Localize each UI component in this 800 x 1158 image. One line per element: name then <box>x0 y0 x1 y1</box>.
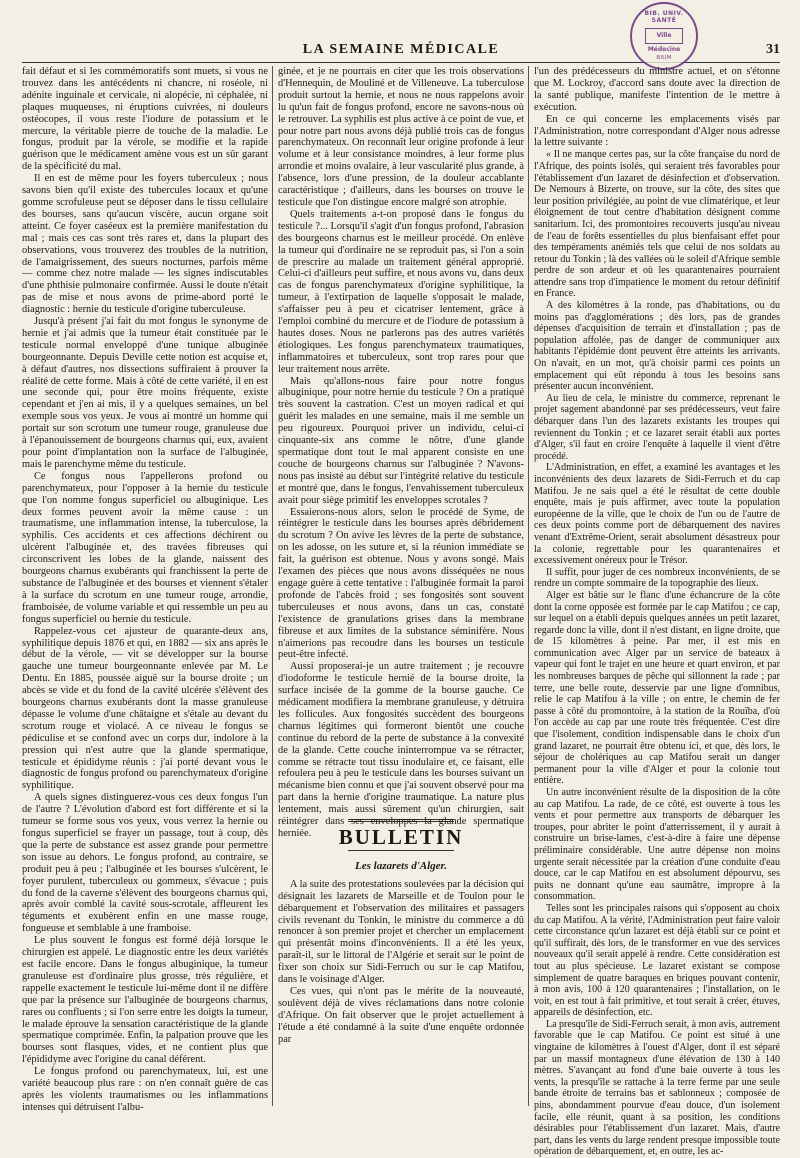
paragraph: L'Administration, en effet, a examiné les avantages et les inconvénients des deux lazarets de Sidi-Ferruch et du cap Matifou. Je ne sais quel a été le résultat de cette double enquête, mais je puis affirmer, avec toute la population européenne de la ville, que le choix de l'un ou de l'autre de ces deux points comme port de débarquement des navires venant d'Extrême-Orient, serait absolument désastreux pour la colonie, regrettable pour les quarantenaires et excessivement onéreux pour le Trésor. <box>534 462 780 567</box>
text-column-1 <box>22 66 268 1113</box>
paragraph: Aussi proposerai-je un autre traitement ; je recouvre d'iodoforme le testicule hernié de la bourse droite, la surface incisée de la gomme de la bourse gauche. Ce médicament modifiera la membrane granuleuse, y détruira les follicules. Aux fongosités succèdent des bourgeons charnus légitimes qui formeront bientôt une couche continue du rebord de la perte de substance à la convexité de la glande. Cette couche ininterrompue va se rétracter, comme se rétracte tout tissu inodulaire et, ce faisant, elle refoulera peu à peu le testicule dans les bourses suivant un mécanisme bien connu et que j'ai souvent observé pour ma part dans la hernie d'origine traumatique. La nature plus lentement, mais aussi sûrement qu'un chirurgien, sait réintégrer dans ses enveloppes la glande spermatique herniée. <box>278 661 524 839</box>
paragraph: fait défaut et si les commémoratifs sont muets, si vous ne trouvez dans les antécédents ni chancre, ni roséole, ni adénite inguinale et cervicale, ni alopécie, ni céphalée, ni plaques muqueuses, ni éruptions cuivrées, ni douleurs ostéocopes, il vous reste l'iodure de potassium et le mercure, la véritable pierre de touche de la maladie. Le fongus, produit par la vérole, se modifie et la rapide guérison que le médicament amène vous est un sûr garant de la spécificité du mal. <box>22 66 268 173</box>
paragraph: Ce fongus nous l'appellerons profond ou parenchymateux, pour l'opposer à la hernie du testicule que l'on nomme fongus superficiel ou albuginique. Les deux formes peuvent avoir la même cause : un traumatisme, une inflammation intense, la tuberculose, la syphilis. Ces accidents et ces affections déchirent ou ulcèrent l'albuginée et, des travées fibreuses qui circonscrivent les lobes de la glande, naissent des bourgeons charnus exubérants qui franchissent la perte de substance de l'albuginée et des bourses et viennent s'étaler à la surface du scrotum en une tumeur rouge, arrondie, framboisée, de volume variable et qui ressemble un peu au fongus superficiel ou hernie du testicule. <box>22 470 268 625</box>
paragraph: Essaierons-nous alors, selon le procédé de Syme, de réintégrer le testicule dans les bourses après débridement du scrotum ? On avive les lèvres de la perte de substance, on les adosse, on les suture et, si la réunion immédiate se fait, la guérison est obtenue. Nous y avons songé. Mais l'examen des pièces que nous avons disséquées ne nous engage guère à cette tentative : l'albuginée formait la paroi profonde de l'abcès froid ; ses fongosités sont souvent tuberculeuses et nous avons, dans un cas, constaté l'existence de granulations grises dans la membrane fibreuse et aux limites de la substance séminifère. Nous n'aimerions pas recoudre dans les bourses un testicule peut-être infecté. <box>278 506 524 661</box>
paragraph: Telles sont les principales raisons qui s'opposent au choix du cap Matifou. A la vérité, l'Administration peut faire valoir cette circonstance qu'un lazaret est déjà établi sur ce point et qu'il suffirait, dès lors, de le transformer en vue des services nouveaux qu'il serait appelé à rendre. Cette considération est tout au plus spécieuse. Le lazaret existant se compose simplement de quatre baraques en briques pouvant contenir, à mon avis, 100 à 120 quarantenaires ; l'installation, on le voit, en est tout à fait primitive, et tout serait à créer, étuves, appareils de désinfection, etc. <box>534 902 780 1019</box>
paragraph: Rappelez-vous cet ajusteur de quarante-deux ans, syphilitique depuis 1876 et qui, en 1882 — six ans après le début de la vérole, — vit se développer sur la bourse gauche une tumeur bourgeonnante enlevée par M. Le Dentu. En 1885, poussée aiguë sur la bourse droite ; un abcès se vide et du fond de la cavité ulcérée s'élèvent des bourgeons charnus exubérants dont la masse granuleuse dépasse le volume d'une châtaigne et s'étale au devant du scrotum rouge et violacé. A ce niveau le fongus se pédiculise et se confond avec un corps dur, indolore à la pression qui n'est autre que la glande spermatique, testicule et épididyme réunis : j'ai porté devant vous le diagnostic de fongus profond ou parenchymateux d'origine syphilitique. <box>22 625 268 792</box>
paragraph: En ce qui concerne les emplacements visés par l'Administration, notre correspondant d'Alger nous adresse la lettre suivante : <box>534 113 780 149</box>
paragraph: A quels signes distinguerez-vous ces deux fongus l'un de l'autre ? L'évolution d'abord est fort différente et si la tumeur se forme sous vos yeux, vous verrez la hernie ou fongus superficiel se frayer un passage, tout à coup, dès que la perte de substance est assez grande pour permettre son issue au dehors. Le fongus profond, au contraire, se produit peu à peu ; l'albuginée et les bourses s'ulcèrent, le foyer purulent, tuberculeux ou gommeux, s'évacue ; puis du fond de la caverne s'élèvent des bourgeons charnus qui, après avoir comblé la cavité sous-scrotale, affleurent les téguments et exubèrent enfin en une masse rouge, fongueuse et semblable à une framboise. <box>22 792 268 935</box>
paragraph: La presqu'île de Sidi-Ferruch serait, à mon avis, autrement favorable que le cap Matifou. Ce point est situé à une vingtaine de kilomètres à l'ouest d'Alger, dont il est séparé par un massif montagneux d'une élévation de 130 à 140 mètres. S'avançant au fond d'une baie ouverte à tous les vents, la presqu'île se rattache à la terre ferme par une seule bande étroite de terrains bas et sablonneux ; composée de pins, abondamment pourvue d'eau douce, d'un isolement facile, elle réunit, quant à sa position, les conditions désirables pour l'établissement d'un lazaret. Mais, d'autre part, dans les vents du large rendent presque impossible toute opération de débarquement, et, en outre, les ac- <box>534 1018 780 1158</box>
stamp-inner: Ville Médecine <box>645 28 683 44</box>
paragraph: Un autre inconvénient résulte de la disposition de la côte au cap Matifou. La rade, de ce côté, est ouverte à tous les vents et pour permettre aux transports de débarquer les troupes, pour abriter le point d'atterrissement, il y aurait à construire un brise-lames, c'est-à-dire à faire une dépense préliminaire considérable. Une autre dépense non moins urgente serait nécessitée par la création d'une conduite d'eau douce, car le cap Matifou en est absolument dépourvu, ses puits ne donnant qu'une eau saumâtre, impropre à la consommation. <box>534 787 780 903</box>
bulletin-subtitle: Les lazarets d'Alger. <box>355 859 447 872</box>
paragraph: l'un des prédécesseurs du ministre actuel, et on s'étonne que M. Lockroy, d'accord sans doute avec la direction de la santé publique, manifeste l'intention de le mettre à exécution. <box>534 66 780 113</box>
bulletin-section <box>278 819 524 1046</box>
paragraph: ginée, et je ne pourrais en citer que les trois observations d'Hennequin, de Mouliné et de Villeneuve. La tuberculose produit surtout la hernie, et nous ne nous rappelons avoir lu qu'un fait de fongus profond, encore ne savons-nous où le retrouver. La syphilis est plus active à ce point de vue, et pour notre part nous avons déjà publié trois cas de fongus parenchymateux. On reconnaît leur origine profonde à leur volume et à leur consistance moindres, à leur forme plus arrondie et moins ovalaire, à leur vascularité plus grande, à l'absence, lors d'une pression, de la douleur accablante caractéristique ; d'ailleurs, dans les bourses on trouve le testicule que l'on distingue encore malgré son atrophie. <box>278 66 524 208</box>
library-stamp <box>630 2 698 70</box>
paragraph: Au lieu de cela, le ministre du commerce, reprenant le projet sagement abandonné par ses prédécesseurs, veut faire débarquer dans l'un des lazarets existants les troupes qui reviennent du Tonkin ; et ce lazaret serait établi aux portes d'Alger, s'il faut en croire l'enquête à laquelle il vient d'être procédé. <box>534 392 780 462</box>
page-number: 31 <box>766 42 780 57</box>
paragraph: Le plus souvent le fongus est formé déjà lorsque le chirurgien est appelé. Le diagnostic entre les deux variétés est facile encore. Dans le fongus albuginique, la tumeur granuleuse est d'ordinaire plus grosse, très régulière, et rappelle exactement le testicule lui-même dont il ne diffère que par la présence sur l'albuginée de bourgeons charnus, rares ou confluents ; si l'on serre entre les doigts la tumeur, le malade éprouve la sensation caractéristique de la glande spermatique comprimée. Enfin, la palpation prouve que les bourses sont flasques, vides, et ne contient plus que l'épididyme avec l'origine du canal déférent. <box>22 935 268 1066</box>
column-divider <box>528 66 529 1106</box>
paragraph: Jusqu'à présent j'ai fait du mot fongus le synonyme de hernie et j'ai admis que la tumeur était constituée par le testicule normal enveloppé d'une tunique albuginée bourgeonnante. Depuis Deville cette notion est acquise et, à défaut d'autres, nos dissections suffiraient à prouver la réalité de cette forme. Mais à côté de cette variété, il en est une seconde qui, pour être moins fréquente, existe cependant et j'en ai mis, il y a quelques semaines, un bel exemple sous vos yeux. Je vous ai montré un homme qui portait sur son scrotum une tumeur rouge, granuleuse due à l'épanouissement de bourgeons charnus qui, eux, avaient pour point d'implantation non la surface de l'albuginée, mais le parenchyme même du testicule. <box>22 316 268 470</box>
paragraph: Le fongus profond ou parenchymateux, lui, est une variété beaucoup plus rare : on n'en connaît guère de cas après les violents traumatismes ou les inflammations intenses qui détruisent l'albu- <box>22 1066 268 1113</box>
paragraph: Il suffit, pour juger de ces nombreux inconvénients, de se rendre un compte sommaire de la topographie des lieux. <box>534 566 780 590</box>
text-column-3 <box>534 66 780 1158</box>
paragraph: « Il ne manque certes pas, sur la côte française du nord de l'Afrique, des points isolés, qui seraient très favorables pour l'établissement d'un lazaret de désinfection et d'observation. De Nemours à Bizerte, on trouve, sur la côte, des sites que leur position privilégiée, au point de vue climatérique, et leur éloignement de tout centre d'habitation désignent comme sanitarium. Ici, des promontoires recouverts jusqu'au niveau de l'eau de forêts essentielles du plus bienfaisant effet pour des tempéraments anémiés tels que celui de nos soldats au retour du Tonkin ; là des vallées où le soleil d'Afrique semble perdre de son ardeur et où les quarantenaires pourraient attendre sans trop d'impatience le moment du retour définitif en France. <box>534 149 780 300</box>
paragraph: Ces vues, qui n'ont pas le mérite de la nouveauté, soulèvent déjà de vives réclamations dans notre colonie d'Afrique. On fait observer que le projet actuellement à l'étude a été condamné à la suite d'une enquête ordonnée par <box>278 985 524 1045</box>
journal-title: LA SEMAINE MÉDICALE <box>302 42 500 57</box>
stamp-ring-top: BIB. UNIV. SANTÉ <box>644 10 684 24</box>
text-column-2 <box>278 66 524 1106</box>
quoted-letter <box>534 149 780 1158</box>
stamp-ring-bottom: BIUM <box>656 55 672 61</box>
paragraph: Alger est bâtie sur le flanc d'une échancrure de la côte dont la corne opposée est formée par le cap Matifou ; ce cap, sur lequel on a établi depuis quelques années un petit lazaret, regarde donc la ville, dont il n'est distant, en ligne droite, que de 15 kilomètres à peine. Par mer, il est mis en communication avec Alger par un service de bateaux à vapeur qui font le trajet en une heure et quart environ, et par les nombreuses barques de pêche qui sillonnent la rade ; par terre, une belle route, desservie par une ligne d'omnibus, relie le cap Matifou à la ville ; on entre, le chemin de fer passe à côté du promontoire, à la station de la Rouïba, d'où l'on accède au cap par une route très fréquentée. C'est dire que l'isolement, condition indispensable dans le choix d'un grand lazaret, ne pourrait être obtenu ici, et que, dès lors, le séjour de cholériques au cap Matifou serait un danger permanent pour la ville d'Alger et pour la colonie tout entière. <box>534 589 780 787</box>
section-rule <box>348 850 454 851</box>
paragraph: A des kilomètres à la ronde, pas d'habitations, ou du moins pas d'agglomérations ; dès lors, pas de grandes dépenses d'acquisition de terrain et d'installation ; pas de population affolée, pas de danger de communiquer aux habitants l'épidémie dont peuvent être atteints les arrivants. On n'avait, en un mot, qu'à choisir parmi ces points un emplacement qui eût répondu à tous les besoins sans présenter aucun inconvénient. <box>534 300 780 393</box>
column-divider <box>272 66 273 1106</box>
paragraph: Mais qu'allons-nous faire pour notre fongus albuginique, pour notre hernie du testicule ? On a pratiqué très souvent la castration. C'est un moyen radical et qui guérit les malades en une semaine, mais il me semble un peu rigoureux. Pourquoi priver un individu, celui-ci cinquante-six ans comme le nôtre, d'une glande spermatique dont tout le mal apparent consiste en une couche de bourgeons charnus sur l'albuginée ? N'avons-nous pas insisté au début sur l'intégrité relative du testicule et montré que, dans le fongus, l'envahissement tuberculeux avait pour siège primitif les enveloppes scrotales ? <box>278 375 524 506</box>
paragraph: A la suite des protestations soulevées par la décision qui désignait les lazarets de Marseille et de Toulon pour le débarquement et l'observation des militaires et passagers civils revenant du Tonkin, le ministre du commerce a dû renoncer à son premier projet et chercher un emplacement qui présentât moins d'inconvénients. Il a été les yeux, paraît-il, sur le littoral de l'Algérie et serait sur le point de fixer son choix sur Sidi-Ferruch ou sur le cap Matifou, dans le voisinage d'Alger. <box>278 878 524 986</box>
bulletin-title: BULLETIN <box>338 825 464 849</box>
paragraph: Quels traitements a-t-on proposé dans le fongus du testicule ?... Lorsqu'il s'agit d'un fongus profond, l'abrasion des bourgeons charnus est le meilleur procédé. On enlève la tumeur qui d'ordinaire ne se reproduit pas, si l'on a soin de prescrire au malade un traitement général approprié. Celui-ci d'ailleurs peut suffire, et nous avons vu, dans deux cas de fongus parenchymateux d'origine syphilitique, la tumeur, à l'extirpation de laquelle s'opposait le malade, s'affaisser peu à peu et cicatriser lentement, grâce à l'emploi combiné du mercure et de l'iodure de potassium à hautes doses. Nous ne parlerons pas des autres variétés étiologiques. Les fongus parenchymateux traumatiques, inflammatoires et tuberculeux, sont trop rares pour que leur traitement nous arrête. <box>278 208 524 375</box>
paragraph: Il en est de même pour les foyers tuberculeux ; nous savons bien qu'il existe des tubercules locaux et qu'une gomme scrofuleuse peut se déposer dans le tissu cellulaire des bourses, sans qu'aucun viscère, aucun organe soit atteint. Ce foyer caséeux est la première manifestation du mal ; mais ces cas sont très rares et, dans la plupart des observations, vous trouverez des troubles de la nutrition, de l'amaigrissement, des sueurs nocturnes, parfois même — comme chez notre malade — les signes indiscutables d'une phthisie pulmonaire confirmée. Aussi le doute n'était pas de mise et nous avons de prime-abord porté le diagnostic : hernie du testicule d'origine tuberculeuse. <box>22 173 268 316</box>
